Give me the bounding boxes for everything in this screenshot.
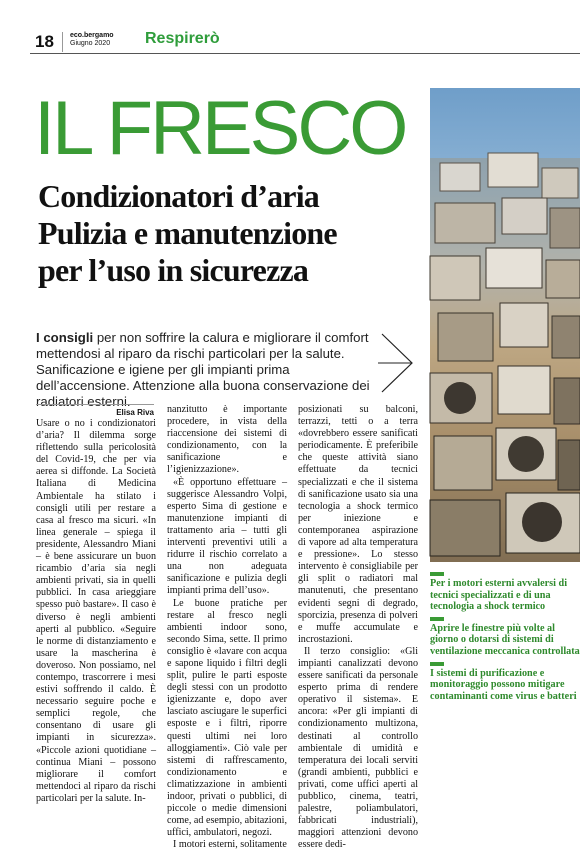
chevron-right-icon [378, 332, 416, 394]
paragraph: posizionati su balconi, terrazzi, tetti o a terra «dovrebbero essere sanificati periodicamente. È preferibile che queste attività siano effettuate da tecnici specializzati e che il sistema di sanificazione usato sia una tecnologia a shock termico per iniezione e contemporanea aspirazione di vapore ad alta temperatura e pressione». Lo stesso intervento è consigliabile per gli split o radiatori mal manutenuti, che presentano evidenti segni di degrado, sporcizia, presenza di polveri e muffe accumulate e incrostazioni. [298, 404, 418, 645]
page-number: 18 [35, 32, 54, 51]
article-column-2 [167, 404, 287, 851]
article-column-1 [36, 418, 156, 805]
tips-sidebar [430, 572, 580, 706]
page-header [0, 0, 580, 60]
paragraph: Usare o no i condizionatori d’aria? Il dilemma sorge riflettendo sulla pericolosità del Covid-19, che per via aerea si diffonde. La Società Italiana di Medicina Ambientale ha stilato i consigli utili per restare a casa al fresco ma sicuri. «In linea generale – spiega il presidente, Alessandro Miani – è bene assicurare un buon ricambio d’aria sia negli ambienti privati, sia in quelli pubblici. In casa arieggiare spesso può bastare». Il caso è diverso è negli ambienti aperti al pubblico. «Seguire le norme di distanziamento e usare la mascherina è doveroso. Non possiamo, nel contempo, trascorrere i mesi estivi soffrendo il caldo. È necessario seguire poche e semplici regole, che consentano di usare gli impianti in sicurezza». «Piccole azioni quotidiane – continua Miani – possono migliorare il comfort mettendoci al riparo da rischi particolari per la salute. In- [36, 418, 156, 804]
paragraph: Le buone pratiche per restare al fresco negli ambienti indoor sono, secondo Sima, sette. Il primo consiglio è «lavare con acqua e sapone liquido i filtri degli split, pulire le parti esposte degli stessi con un prodotto igienizzante e, dopo aver lasciato asciugare le superfici esposte e i filtri, riporre questi ultimi nei loro alloggiamenti». Ciò vale per sistemi di raffrescamento, condizionamento e climatizzazione in ambienti indoor, privati o pubblici, di piccole o medie dimensioni come, ad esempio, abitazioni, uffici, ambulatori, negozi. [167, 597, 287, 839]
intro-text: per non soffrire la calura e migliorare il comfort mettendosi al riparo da rischi particolari per la salute. Sanificazione e igiene per gli impianti prima dell’accensione. Attenzione alla buona conservazione dei radiatori esterni. [36, 330, 370, 409]
sidebar-tip [430, 572, 580, 613]
article-column-3 [298, 404, 418, 851]
ac-units-illustration [430, 88, 580, 562]
sidebar-tip [430, 662, 580, 703]
headline-line: Pulizia e manutenzione [38, 215, 337, 251]
headline [38, 178, 428, 289]
article-body [36, 404, 418, 851]
headline-line: Condizionatori d’aria [38, 178, 319, 214]
publication-info [70, 32, 114, 48]
kicker-title: IL FRESCO [34, 86, 406, 171]
header-divider [62, 32, 63, 52]
tip-marker [430, 617, 444, 621]
header-rule [30, 53, 580, 54]
publication-date: Giugno 2020 [70, 40, 111, 47]
intro-paragraph [36, 330, 376, 410]
air-conditioners-photo [430, 88, 580, 562]
headline-line: per l’uso in sicurezza [38, 252, 309, 288]
paragraph: I motori esterni, solitamente [173, 839, 287, 851]
sidebar-tip [430, 617, 580, 658]
paragraph: nanzitutto è importante procedere, in vista della riaccensione dei sistemi di condizionamento, con la sanificazione e l’igienizzazione». [167, 404, 287, 476]
publication-name: eco.bergamo [70, 32, 114, 39]
tip-text: Per i motori esterni avvalersi di tecnici specializzati e di una tecnologia a shock termico [430, 578, 568, 613]
tip-marker [430, 662, 444, 666]
tip-marker [430, 572, 444, 576]
paragraph: Il terzo consiglio: «Gli impianti canalizzati devono essere sanificati da personale esperto prima di rendere operativo il sistema». E ancora: «Per gli impianti di condizionamento multizona, destinati al controllo ambientale di umidità e temperatura dei locali serviti (grandi ambienti, pubblici e privati, come uffici aperti al pubblico, cinema, teatri, palestre, poliambulatori, fabbricati industriali), maggiori attenzioni devono essere dedi- [298, 645, 418, 851]
section-title: Respirerò [145, 30, 220, 47]
intro-lead: I consigli [36, 330, 94, 345]
tip-text: I sistemi di purificazione e monitoraggio possono mitigare contaminanti come virus e batteri [430, 667, 577, 702]
tip-text: Aprire le finestre più volte al giorno o dotarsi di sistemi di ventilazione meccanica controllata [430, 622, 580, 657]
paragraph: «È opportuno effettuare – suggerisce Alessandro Volpi, esperto Sima di gestione e manutenzione impianti di trattamento aria – tutti gli interventi preventivi utili a ridurre il rischio correlato a una non adeguata sanificazione e pulizia degli impianti prima dell’uso». [167, 476, 287, 597]
author-byline: Elisa Riva [36, 404, 154, 417]
